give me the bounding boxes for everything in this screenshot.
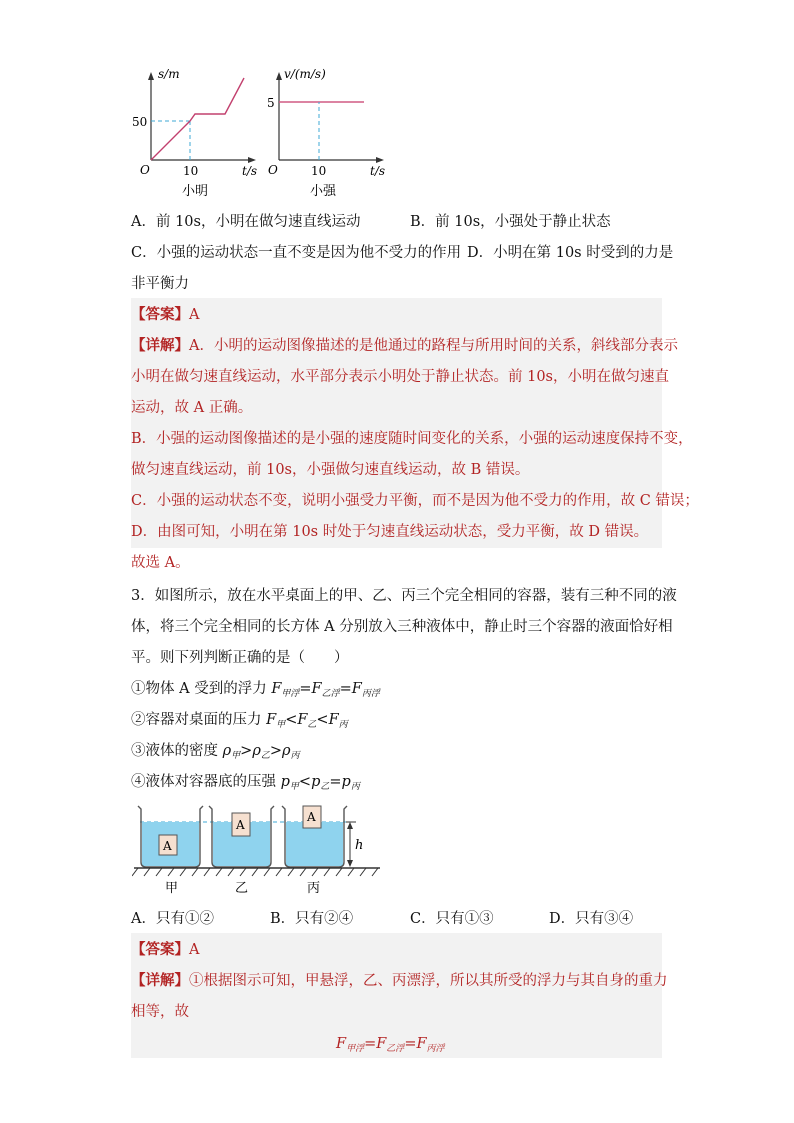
q2-option-c: C．小强的运动状态一直不变是因为他不受力的作用 <box>131 245 462 261</box>
q3-statement-4 <box>131 772 360 797</box>
right-caption: 小强 <box>310 184 337 199</box>
q3-answer-tag: 【答案】 <box>131 941 189 958</box>
q3-detail-line-2: 相等，故 <box>131 1004 189 1020</box>
q2-detail-line-3: 运动，故 A 正确。 <box>131 400 253 416</box>
sym: F <box>328 712 339 728</box>
sym: F <box>376 1036 387 1052</box>
label-bing: 丙 <box>307 881 321 896</box>
sym: ρ <box>252 743 261 759</box>
left-y-tick: 50 <box>132 115 148 129</box>
q2-option-d-part2: 非平衡力 <box>131 276 189 292</box>
right-y-axis-label: v/(m/s) <box>284 67 326 81</box>
sym: p <box>311 774 321 790</box>
q3-option-d: D．只有③④ <box>549 911 634 927</box>
sub: 甲 <box>276 720 286 730</box>
sym: F <box>271 681 282 697</box>
stmt3-prefix: ③液体的密度 <box>131 743 223 759</box>
sub: 乙 <box>260 751 270 761</box>
stmt1-prefix: ①物体 A 受到的浮力 <box>131 681 272 697</box>
sub: 乙浮 <box>321 689 340 699</box>
right-x-axis-label: t/s <box>370 164 386 178</box>
q3-statement-1 <box>131 679 380 704</box>
q3-stem-line-3: 平。则下列判断正确的是（ ） <box>131 650 349 666</box>
block-a-jia: A <box>163 839 172 853</box>
left-origin: O <box>140 163 150 177</box>
q2-answer-value: A <box>189 307 200 323</box>
op: < <box>316 712 329 728</box>
q2-detail-line-7: D．由图可知，小明在第 10s 时处于匀速直线运动状态，受力平衡，故 D 错误。 <box>131 524 649 540</box>
sub: 甲 <box>289 782 299 792</box>
q2-option-a: A．前 10s，小明在做匀速直线运动 <box>131 214 361 230</box>
sub: 丙浮 <box>426 1044 445 1054</box>
sub: 乙 <box>320 782 330 792</box>
sub: 甲浮 <box>346 1044 365 1054</box>
velocity-time-graph <box>267 67 385 199</box>
sym: ρ <box>282 743 291 759</box>
q2-option-b: B．前 10s，小强处于静止状态 <box>410 214 611 230</box>
block-a-bing: A <box>307 810 316 824</box>
op: = <box>299 681 312 697</box>
op: = <box>364 1036 377 1052</box>
sub: 乙 <box>307 720 317 730</box>
sym: p <box>341 774 351 790</box>
sym: F <box>336 1036 347 1052</box>
op: = <box>329 774 342 790</box>
sub: 丙浮 <box>361 689 380 699</box>
q2-detail-line-1 <box>131 336 678 356</box>
beaker-yi <box>209 806 274 867</box>
stmt2-prefix: ②容器对桌面的压力 <box>131 712 267 728</box>
left-x-tick: 10 <box>183 164 199 178</box>
q3-answer <box>131 940 199 960</box>
q3-answer-value: A <box>189 942 200 958</box>
height-marker <box>346 822 363 867</box>
q3-stem-line-1: 3．如图所示，放在水平桌面上的甲、乙、丙三个完全相同的容器，装有三种不同的液 <box>131 588 677 604</box>
q2-answer-tag: 【答案】 <box>131 306 189 323</box>
sub: 丙 <box>338 720 348 730</box>
sym: p <box>280 774 290 790</box>
q2-detail-line-6: C．小强的运动状态不变，说明小强受力平衡，而不是因为他不受力的作用，故 C 错误； <box>131 493 699 509</box>
stmt4-prefix: ④液体对容器底的压强 <box>131 774 281 790</box>
ground <box>132 868 380 876</box>
op: < <box>285 712 298 728</box>
motion-graphs <box>0 0 794 205</box>
sym: F <box>416 1036 427 1052</box>
q2-detail-text-1: A．小明的运动图像描述的是他通过的路程与所用时间的关系，斜线部分表示 <box>189 338 678 354</box>
left-y-axis-label: s/m <box>158 67 180 81</box>
op: = <box>404 1036 417 1052</box>
height-label: h <box>355 838 364 853</box>
sub: 丙 <box>350 782 360 792</box>
op: > <box>269 743 283 759</box>
right-origin: O <box>268 163 278 177</box>
q3-statement-2 <box>131 710 348 735</box>
beakers-figure <box>132 800 392 900</box>
sub: 乙浮 <box>386 1044 405 1054</box>
sym: F <box>297 712 308 728</box>
q2-detail-line-8: 故选 A。 <box>131 555 190 571</box>
right-x-tick: 10 <box>311 164 327 178</box>
q2-option-d-part1: D．小明在第 10s 时受到的力是 <box>467 245 674 261</box>
sym: F <box>351 681 362 697</box>
op: = <box>339 681 352 697</box>
left-caption: 小明 <box>182 184 209 199</box>
q3-stem-line-2: 体，将三个完全相同的长方体 A 分别放入三种液体中，静止时三个容器的液面恰好相 <box>131 619 673 635</box>
q2-detail-tag: 【详解】 <box>131 337 189 354</box>
op: < <box>298 774 312 790</box>
sub: 丙 <box>290 751 300 761</box>
label-yi: 乙 <box>235 881 249 896</box>
block-a-yi: A <box>236 818 245 832</box>
q2-detail-line-5: 做匀速直线运动，前 10s，小强做匀速直线运动，故 B 错误。 <box>131 462 530 478</box>
beaker-bing <box>282 806 347 867</box>
q3-option-b: B．只有②④ <box>270 911 354 927</box>
sym: F <box>311 681 322 697</box>
sym: F <box>266 712 277 728</box>
q3-statement-3 <box>131 741 300 766</box>
left-x-axis-label: t/s <box>242 164 258 178</box>
beaker-jia <box>138 806 203 867</box>
sym: ρ <box>222 743 232 759</box>
q3-detail-line-1 <box>131 971 668 991</box>
label-jia: 甲 <box>165 881 179 896</box>
q2-detail-line-2: 小明在做匀速直线运动，水平部分表示小明处于静止状态。前 10s，小明在做匀速直 <box>131 369 669 385</box>
op: > <box>240 743 253 759</box>
q3-option-c: C．只有①③ <box>410 911 494 927</box>
q2-detail-line-4: B．小强的运动图像描述的是小强的速度随时间变化的关系，小强的运动速度保持不变， <box>131 431 693 447</box>
q3-detail-tag: 【详解】 <box>131 972 189 989</box>
right-y-tick: 5 <box>267 96 275 110</box>
sub: 甲浮 <box>281 689 300 699</box>
distance-time-graph <box>132 67 257 199</box>
q3-option-a: A．只有①② <box>131 911 214 927</box>
q2-answer <box>131 305 199 325</box>
q3-detail-text-1: ①根据图示可知，甲悬浮，乙、丙漂浮，所以其所受的浮力与其自身的重力 <box>189 973 668 989</box>
q3-buoyancy-equation <box>336 1034 445 1059</box>
sub: 甲 <box>231 751 241 761</box>
